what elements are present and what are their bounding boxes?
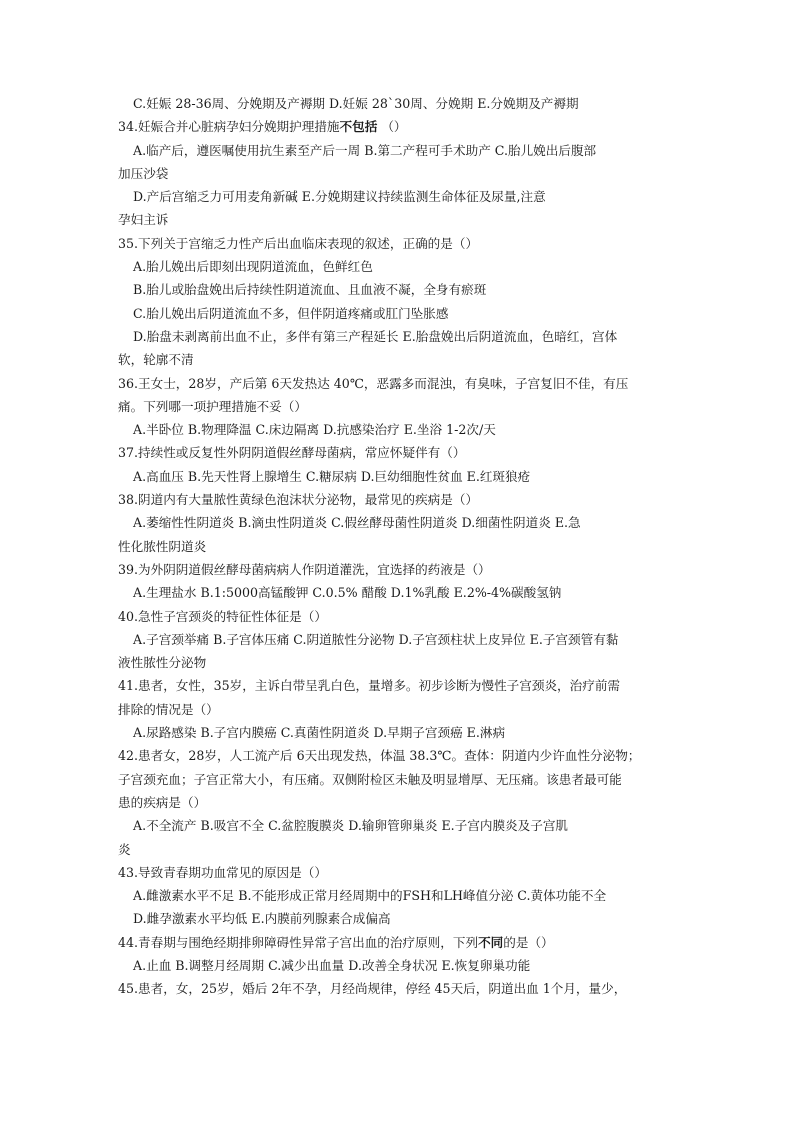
text-line: A.子宫颈举痛 B.子宫体压痛 C.阴道脓性分泌物 D.子宫颈柱状上皮异位 E.子宫颈管有黏: [133, 631, 619, 647]
text-line: A.胎儿娩出后即刻出现阴道流血，色鲜红色: [133, 259, 373, 275]
text-line: 38.阴道内有大量脓性黄绿色泡沫状分泌物，最常见的疾病是（）: [118, 492, 479, 508]
text-line: 子宫颈充血；子宫正常大小，有压痛。双侧附检区未触及明显增厚、无压痛。该患者最可能: [118, 771, 622, 787]
text-line: A.临产后，遵医嘱使用抗生素至产后一周 B.第二产程可手术助产 C.胎儿娩出后腹部: [133, 142, 597, 158]
text-line: 孕妇主诉: [118, 212, 169, 228]
text-line: 液性脓性分泌物: [118, 655, 207, 671]
text-line: [118, 931, 678, 954]
text-line: 39.为外阴阴道假丝酵母菌病病人作阴道灌洗，宜选择的药液是（）: [118, 561, 491, 577]
text-line: [118, 115, 678, 138]
text-line: 37.持续性或反复性外阴阴道假丝酵母菌病，常应怀疑伴有（）: [118, 445, 466, 461]
text-line: C.妊娠 28-36周、分娩期及产褥期 D.妊娠 28`30周、分娩期 E.分娩期及产褥期: [133, 96, 579, 111]
text-line: C.胎儿娩出后阴道流血不多，但伴阴道疼痛或肛门坠胀感: [133, 305, 449, 321]
text-line: 炎: [118, 841, 131, 857]
text-line: A.高血压 B.先天性肾上腺增生 C.糖尿病 D.巨幼细胞性贫血 E.红斑狼疮: [133, 468, 531, 484]
text-line: 36.王女士，28岁，产后第 6天发热达 40℃，恶露多而混浊，有臭味，子宫复旧不佳，有压: [118, 375, 629, 391]
text-line: A.雌激素水平不足 B.不能形成正常月经周期中的FSH和LH峰值分泌 C.黄体功能不全: [133, 888, 607, 904]
text-line: 软，轮廓不清: [118, 352, 194, 368]
text-line: 45.患者，女，25岁，婚后 2年不孕，月经尚规律，停经 45天后，阴道出血 1个月，量少，: [118, 981, 627, 997]
emphasis-text: 不包括: [339, 119, 378, 135]
text-line: 35.下列关于宫缩乏力性产后出血临床表现的叙述，正确的是（）: [118, 235, 479, 251]
text-line: A.止血 B.调整月经周期 C.减少出血量 D.改善全身状况 E.恢复卵巢功能: [133, 957, 531, 973]
text-line: 41.患者，女性，35岁，主诉白带呈乳白色，量增多。初步诊断为慢性子宫颈炎，治疗前需: [118, 678, 621, 694]
text-line: A.生理盐水 B.1:5000高锰酸钾 C.0.5% 醋酸 D.1%乳酸 E.2%-4%碳酸氢钠: [133, 585, 562, 601]
text-segment: 44.青春期与围绝经期排卵障碍性异常子宫出血的治疗原则，下列: [118, 934, 479, 950]
text-line: A.萎缩性性阴道炎 B.滴虫性阴道炎 C.假丝酵母菌性阴道炎 D.细菌性阴道炎 E.急: [133, 515, 581, 531]
text-line: A.尿路感染 B.子宫内膜癌 C.真菌性阴道炎 D.早期子宫颈癌 E.淋病: [133, 725, 506, 741]
question-text-block: [118, 92, 678, 1001]
text-line: 患的疾病是（）: [118, 794, 207, 810]
text-line: B.胎儿或胎盘娩出后持续性阴道流血、且血液不凝，全身有瘀斑: [133, 282, 487, 298]
text-line: 40.急性子宫颈炎的特征性体征是（）: [118, 608, 327, 624]
text-line: D.产后宫缩乏力可用麦角新碱 E.分娩期建议持续监测生命体征及尿量,注意: [133, 189, 546, 205]
text-segment: 34.妊娠合并心脏病孕妇分娩期护理措施: [118, 119, 340, 135]
text-line: D.雌孕激素水平均低 E.内膜前列腺素合成偏高: [133, 911, 391, 927]
text-line: 加压沙袋: [118, 165, 169, 181]
text-line: A.半卧位 B.物理降温 C.床边隔离 D.抗感染治疗 E.坐浴 1-2次/天: [133, 422, 496, 438]
text-line: 排除的情况是（）: [118, 701, 219, 717]
text-line: D.胎盘未剥离前出血不止，多伴有第三产程延长 E.胎盘娩出后阴道流血，色暗红，宫体: [133, 328, 618, 344]
emphasis-text: 不同: [478, 934, 504, 950]
text-line: 性化脓性阴道炎: [118, 538, 207, 554]
text-line: 痛。下列哪一项护理措施不妥（）: [118, 398, 307, 414]
text-line: 43.导致青春期功血常见的原因是（）: [118, 864, 327, 880]
text-segment: 的是（）: [503, 934, 554, 950]
text-segment: （）: [377, 119, 407, 135]
text-line: 42.患者女，28岁，人工流产后 6天出现发热，体温 38.3℃。查体：阴道内少许血性分泌物；: [118, 748, 641, 764]
text-line: A.不全流产 B.吸宫不全 C.盆腔腹膜炎 D.输卵管卵巢炎 E.子宫内膜炎及子宫肌: [133, 818, 569, 834]
